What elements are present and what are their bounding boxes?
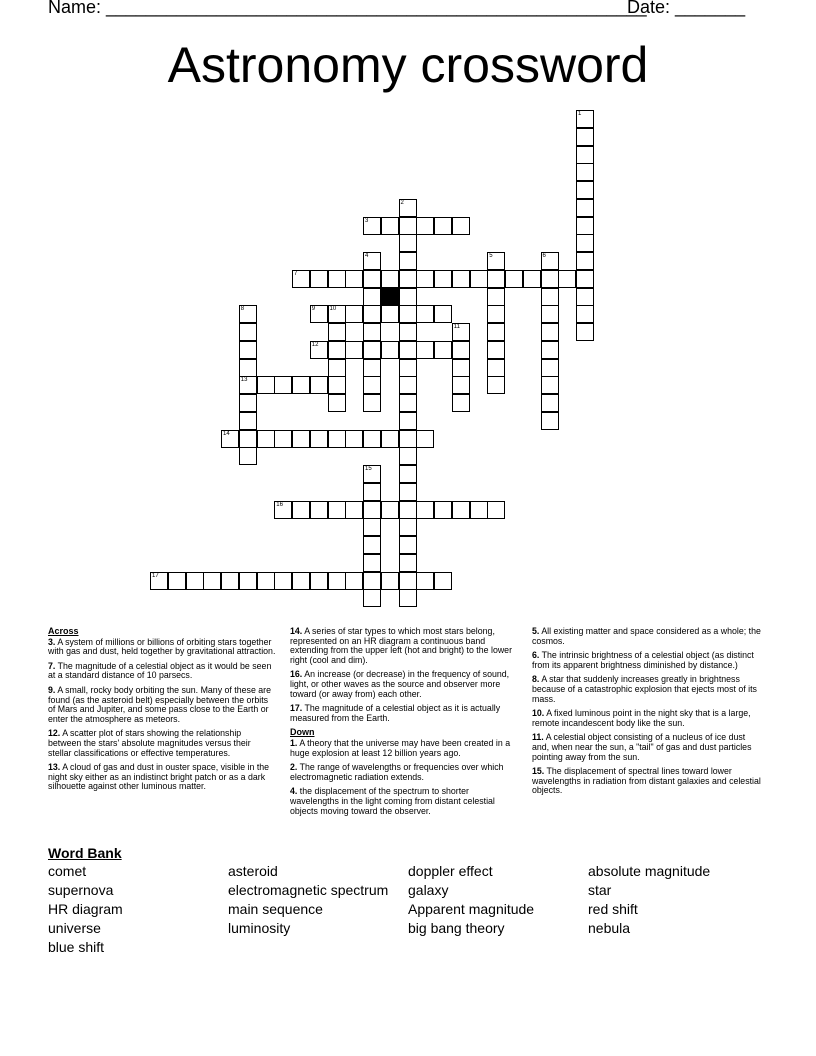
- grid-cell[interactable]: [274, 376, 292, 394]
- grid-cell[interactable]: [363, 323, 381, 341]
- grid-cell[interactable]: [399, 341, 417, 359]
- grid-cell[interactable]: [363, 376, 381, 394]
- grid-cell[interactable]: [399, 359, 417, 377]
- clue-number: 17: [152, 572, 159, 579]
- clue-number: 4: [365, 253, 369, 259]
- grid-cell[interactable]: [541, 341, 559, 359]
- grid-cell[interactable]: [363, 554, 381, 572]
- grid-cell[interactable]: [487, 359, 505, 377]
- grid-cell[interactable]: [292, 572, 310, 590]
- clue-number: 8: [240, 306, 245, 313]
- grid-cell[interactable]: [487, 305, 505, 323]
- clue-column-3: [532, 627, 762, 801]
- grid-cell[interactable]: [399, 217, 417, 235]
- clue-number: 3: [365, 217, 369, 224]
- grid-cell[interactable]: [452, 217, 470, 235]
- grid-cell[interactable]: [239, 323, 257, 341]
- word-bank-item: red shift: [588, 901, 638, 917]
- grid-cell[interactable]: [328, 376, 346, 394]
- clue-down-2: 2. The range of wavelengths or frequencies over which electromagnetic radiation extends.: [290, 762, 504, 782]
- clue-down-1: 1. A theory that the universe may have been created in a huge explosion at least 12 billion years ago.: [290, 737, 511, 758]
- grid-cell[interactable]: [345, 430, 363, 448]
- grid-block: [381, 288, 399, 306]
- grid-cell[interactable]: [576, 128, 594, 146]
- grid-cell[interactable]: [541, 376, 559, 394]
- grid-cell[interactable]: [310, 572, 328, 590]
- grid-cell[interactable]: [363, 589, 381, 607]
- word-bank-item: main sequence: [228, 901, 323, 917]
- grid-cell[interactable]: [310, 376, 328, 394]
- grid-cell[interactable]: [399, 323, 417, 341]
- clue-down-5: 5. All existing matter and space considered as a whole; the cosmos.: [532, 626, 761, 646]
- grid-cell[interactable]: [363, 270, 381, 288]
- grid-cell[interactable]: [399, 572, 417, 590]
- word-bank-item: big bang theory: [408, 920, 505, 936]
- clue-number: 12: [311, 341, 319, 348]
- word-bank-item: comet: [48, 863, 87, 879]
- grid-cell[interactable]: [363, 394, 381, 412]
- clue-number: 6: [542, 253, 546, 259]
- grid-cell[interactable]: [576, 217, 594, 235]
- grid-cell[interactable]: [310, 270, 328, 288]
- grid-cell[interactable]: [239, 430, 257, 448]
- clue-number: 13: [240, 377, 248, 384]
- word-bank-item: nebula: [588, 920, 631, 936]
- grid-cell[interactable]: [416, 217, 434, 235]
- clue-number: 15: [365, 466, 372, 472]
- clue-down-11: 11. A celestial object consisting of a nucleus of ice dust and, when near the sun, a "tail" of gas and dust particles pointing away from the sun.: [532, 732, 752, 762]
- grid-cell[interactable]: [434, 217, 452, 235]
- clue-column-1: [48, 627, 276, 797]
- grid-cell[interactable]: [452, 341, 470, 359]
- grid-cell[interactable]: [239, 394, 257, 412]
- grid-cell[interactable]: [328, 305, 346, 323]
- grid-cell[interactable]: [576, 110, 594, 128]
- grid-cell[interactable]: [399, 536, 417, 554]
- grid-cell[interactable]: [203, 572, 221, 590]
- grid-cell[interactable]: [399, 518, 417, 536]
- grid-cell[interactable]: [452, 270, 470, 288]
- grid-cell[interactable]: [416, 572, 434, 590]
- grid-cell[interactable]: [452, 359, 470, 377]
- grid-cell[interactable]: [399, 305, 417, 323]
- clue-number: 7: [294, 270, 298, 277]
- grid-cell[interactable]: [381, 430, 399, 448]
- grid-cell[interactable]: [328, 394, 346, 412]
- grid-cell[interactable]: [487, 341, 505, 359]
- grid-cell[interactable]: [541, 394, 559, 412]
- grid-cell[interactable]: [576, 181, 594, 199]
- grid-cell[interactable]: [576, 199, 594, 217]
- across-heading: Across: [48, 626, 79, 636]
- grid-cell[interactable]: [399, 394, 417, 412]
- clue-down-8: 8. A star that suddenly increases greatly in brightness because of a catastrophic explosion that ejects most of its mass.: [532, 674, 757, 704]
- grid-cell[interactable]: [257, 572, 275, 590]
- grid-cell[interactable]: [186, 572, 204, 590]
- date-field[interactable]: Date: _______: [627, 0, 746, 17]
- grid-cell[interactable]: [363, 341, 381, 359]
- grid-cell[interactable]: [239, 359, 257, 377]
- grid-cell[interactable]: [328, 270, 346, 288]
- grid-cell[interactable]: [274, 430, 292, 448]
- grid-cell[interactable]: [328, 430, 346, 448]
- grid-cell[interactable]: [416, 341, 434, 359]
- grid-cell[interactable]: [239, 447, 257, 465]
- clue-across-9: 9. A small, rocky body orbiting the sun. Many of these are found (as the asteroid belt) especially between the orbits of Mars and Jupiter, and some pass close to the Earth or enter the atmosphere as meteors.: [48, 684, 271, 724]
- grid-cell[interactable]: [399, 252, 417, 270]
- grid-cell[interactable]: [399, 270, 417, 288]
- grid-cell[interactable]: [363, 501, 381, 519]
- name-field[interactable]: Name: ______________________________________________________: [48, 0, 647, 17]
- grid-cell[interactable]: [487, 501, 505, 519]
- grid-cell[interactable]: [328, 501, 346, 519]
- clue-down-6: 6. The intrinsic brightness of a celestial object (as distinct from its apparent brightness diminished by distance.): [532, 650, 754, 670]
- grid-cell[interactable]: [345, 270, 363, 288]
- grid-cell[interactable]: [363, 430, 381, 448]
- grid-cell[interactable]: [470, 270, 488, 288]
- clue-number: 1: [578, 111, 582, 117]
- grid-cell[interactable]: [399, 554, 417, 572]
- grid-cell[interactable]: [310, 501, 328, 519]
- clue-number: 9: [311, 306, 316, 313]
- down-heading: Down: [290, 727, 315, 738]
- grid-cell[interactable]: [399, 288, 417, 306]
- grid-cell[interactable]: [239, 305, 257, 323]
- grid-cell[interactable]: [310, 305, 328, 323]
- grid-cell[interactable]: [292, 501, 310, 519]
- grid-cell[interactable]: [434, 305, 452, 323]
- grid-cell[interactable]: [399, 376, 417, 394]
- word-bank-item: supernova: [48, 882, 114, 898]
- clue-down-15: 15. The displacement of spectral lines toward lower wavelengths in radiation from distant galaxies and celestial objects.: [532, 766, 761, 796]
- grid-cell[interactable]: [150, 572, 168, 590]
- word-bank-title: Word Bank: [48, 845, 122, 861]
- grid-cell[interactable]: [541, 412, 559, 430]
- grid-cell[interactable]: [363, 465, 381, 483]
- grid-cell[interactable]: [416, 501, 434, 519]
- grid-cell[interactable]: [399, 589, 417, 607]
- grid-cell[interactable]: [274, 501, 292, 519]
- grid-cell[interactable]: [541, 252, 559, 270]
- word-bank-item: asteroid: [228, 863, 278, 879]
- word-bank-item: absolute magnitude: [588, 863, 711, 879]
- grid-cell[interactable]: [434, 341, 452, 359]
- grid-cell[interactable]: [381, 501, 399, 519]
- clue-number: 5: [489, 253, 493, 259]
- grid-cell[interactable]: [310, 430, 328, 448]
- grid-cell[interactable]: [452, 376, 470, 394]
- clue-across-7: 7. The magnitude of a celestial object as it would be seen at a standard distance of 10 parsecs.: [48, 660, 272, 681]
- grid-cell[interactable]: [399, 430, 417, 448]
- grid-cell[interactable]: [416, 305, 434, 323]
- clue-number: 2: [400, 199, 404, 206]
- clue-across-14: 14. A series of star types to which most stars belong, represented on an HR diagram a continuous band extending from the upper left (hot and bright) to the lower right (cool and dim).: [290, 626, 513, 665]
- clue-across-16: 16. An increase (or decrease) in the frequency of sound, light, or other waves as the source and observer more toward (or away from) each other.: [290, 669, 510, 699]
- grid-cell[interactable]: [257, 430, 275, 448]
- grid-cell[interactable]: [345, 501, 363, 519]
- grid-cell[interactable]: [487, 288, 505, 306]
- grid-cell[interactable]: [541, 288, 559, 306]
- grid-cell[interactable]: [452, 501, 470, 519]
- grid-cell[interactable]: [576, 288, 594, 306]
- grid-cell[interactable]: [487, 376, 505, 394]
- grid-cell[interactable]: [239, 412, 257, 430]
- grid-cell[interactable]: [363, 305, 381, 323]
- grid-cell[interactable]: [310, 341, 328, 359]
- grid-cell[interactable]: [328, 341, 346, 359]
- word-bank-item: electromagnetic spectrum: [228, 882, 389, 898]
- clue-down-4: 4. the displacement of the spectrum to shorter wavelengths in the light coming from distant celestial objects moving toward the observer.: [290, 786, 495, 816]
- grid-cell[interactable]: [239, 572, 257, 590]
- word-bank-item: Apparent magnitude: [408, 901, 535, 917]
- clue-across-13: 13. A cloud of gas and dust in ouster space, visible in the night sky either as an indistinct bright patch or as a dark silhouette against other luminous matter.: [48, 762, 270, 792]
- grid-cell[interactable]: [363, 536, 381, 554]
- clue-across-12: 12. A scatter plot of stars showing the relationship between the stars' absolute magnitudes versus their stellar classifications or effective temperatures.: [48, 728, 251, 758]
- grid-cell[interactable]: [452, 394, 470, 412]
- grid-cell[interactable]: [434, 572, 452, 590]
- grid-cell[interactable]: [399, 501, 417, 519]
- grid-cell[interactable]: [292, 270, 310, 288]
- grid-cell[interactable]: [363, 483, 381, 501]
- grid-cell[interactable]: [576, 323, 594, 341]
- grid-cell[interactable]: [257, 376, 275, 394]
- grid-cell[interactable]: [239, 341, 257, 359]
- grid-cell[interactable]: [363, 518, 381, 536]
- grid-cell[interactable]: [221, 572, 239, 590]
- grid-cell[interactable]: [487, 270, 505, 288]
- grid-cell[interactable]: [239, 376, 257, 394]
- clue-column-2: [290, 627, 520, 821]
- grid-cell[interactable]: [381, 270, 399, 288]
- grid-cell[interactable]: [363, 572, 381, 590]
- grid-cell[interactable]: [558, 270, 576, 288]
- grid-cell[interactable]: [168, 572, 186, 590]
- grid-cell[interactable]: [328, 572, 346, 590]
- clue-down-10: 10. A fixed luminous point in the night sky that is a large, remote incandescent body like the sun.: [532, 708, 751, 728]
- clue-number: 16: [276, 501, 283, 508]
- word-bank-item: luminosity: [228, 920, 291, 936]
- grid-cell[interactable]: [576, 305, 594, 323]
- word-bank-item: blue shift: [48, 939, 105, 955]
- grid-cell[interactable]: [363, 217, 381, 235]
- word-bank-item: galaxy: [408, 882, 449, 898]
- grid-cell[interactable]: [541, 323, 559, 341]
- grid-cell[interactable]: [470, 501, 488, 519]
- grid-cell[interactable]: [576, 146, 594, 164]
- grid-cell[interactable]: [399, 412, 417, 430]
- grid-cell[interactable]: [541, 359, 559, 377]
- clue-across-17: 17. The magnitude of a celestial object as it is actually measured from the Earth.: [290, 703, 501, 723]
- word-bank-item: universe: [48, 920, 101, 936]
- clue-number: 10: [329, 306, 337, 313]
- grid-cell[interactable]: [399, 483, 417, 501]
- grid-cell[interactable]: [399, 199, 417, 217]
- clue-number: 11: [453, 324, 460, 330]
- grid-cell[interactable]: [363, 288, 381, 306]
- grid-cell[interactable]: [381, 305, 399, 323]
- grid-cell[interactable]: [541, 305, 559, 323]
- grid-cell[interactable]: [292, 376, 310, 394]
- grid-cell[interactable]: [434, 501, 452, 519]
- grid-cell[interactable]: [576, 234, 594, 252]
- grid-cell[interactable]: [363, 359, 381, 377]
- grid-cell[interactable]: [523, 270, 541, 288]
- grid-cell[interactable]: [541, 270, 559, 288]
- grid-cell[interactable]: [399, 234, 417, 252]
- grid-cell[interactable]: [221, 430, 239, 448]
- grid-cell[interactable]: [345, 572, 363, 590]
- word-bank-item: doppler effect: [408, 863, 493, 879]
- grid-cell[interactable]: [345, 341, 363, 359]
- grid-cell[interactable]: [328, 323, 346, 341]
- grid-cell[interactable]: [416, 270, 434, 288]
- grid-cell[interactable]: [328, 359, 346, 377]
- grid-cell[interactable]: [399, 447, 417, 465]
- grid-cell[interactable]: [274, 572, 292, 590]
- grid-cell[interactable]: [399, 465, 417, 483]
- grid-cell[interactable]: [576, 163, 594, 181]
- grid-cell[interactable]: [505, 270, 523, 288]
- grid-cell[interactable]: [434, 270, 452, 288]
- grid-cell[interactable]: [416, 430, 434, 448]
- grid-cell[interactable]: [363, 252, 381, 270]
- grid-cell[interactable]: [292, 430, 310, 448]
- grid-cell[interactable]: [576, 270, 594, 288]
- grid-cell[interactable]: [487, 323, 505, 341]
- grid-cell[interactable]: [345, 305, 363, 323]
- clue-number: 14: [223, 430, 230, 437]
- grid-cell[interactable]: [381, 217, 399, 235]
- word-bank-item: HR diagram: [48, 901, 123, 917]
- grid-cell[interactable]: [381, 341, 399, 359]
- clue-across-3: 3. A system of millions or billions of orbiting stars together with gas and dust, held together by gravitational attraction.: [48, 636, 276, 657]
- grid-cell[interactable]: [576, 252, 594, 270]
- grid-cell[interactable]: [381, 572, 399, 590]
- grid-cell[interactable]: [487, 252, 505, 270]
- word-bank-item: star: [588, 882, 612, 898]
- page-title: Astronomy crossword: [167, 37, 649, 93]
- grid-cell[interactable]: [452, 323, 470, 341]
